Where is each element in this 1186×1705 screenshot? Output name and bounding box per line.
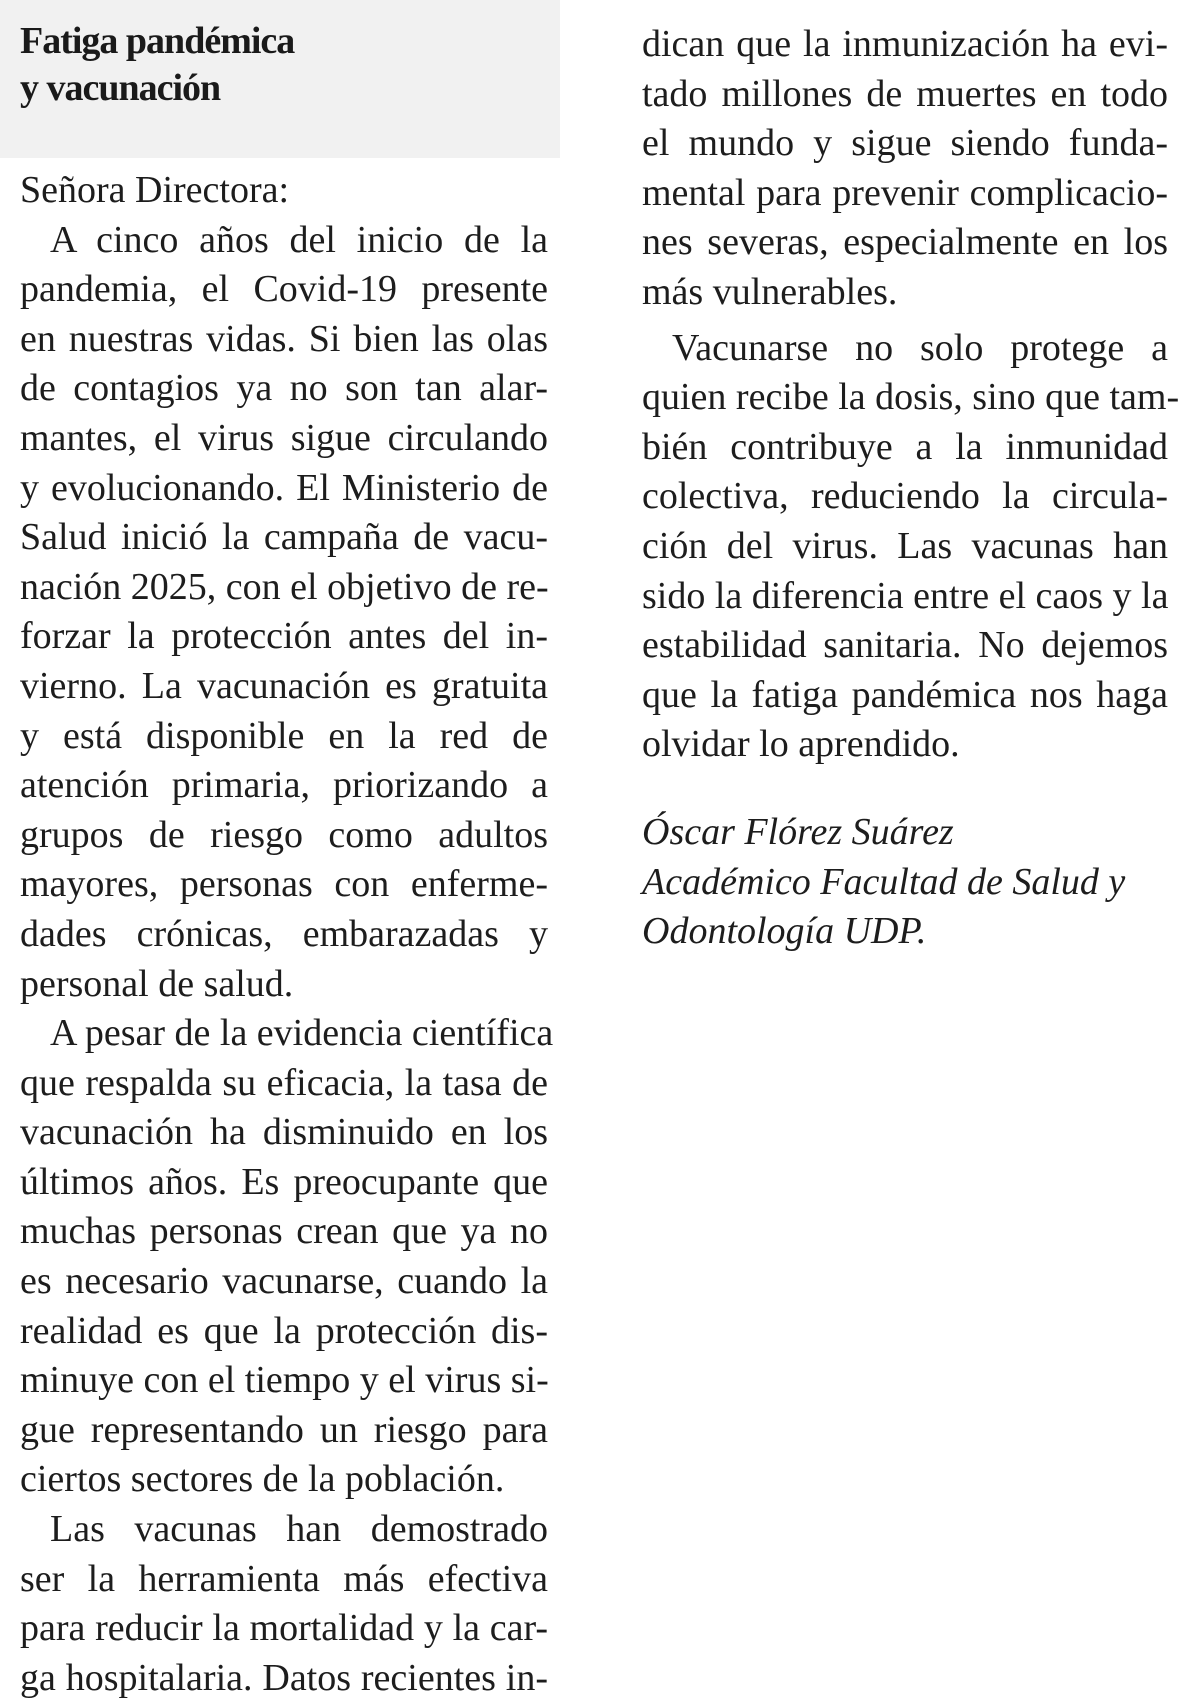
text-line: que la fatiga pandémica nos haga [642, 673, 1168, 716]
text-line: ser la herramienta más efectiva [20, 1557, 548, 1600]
text-line: ga hospitalaria. Datos recientes in- [20, 1656, 548, 1699]
text-line: tado millones de muertes en todo [642, 72, 1168, 115]
text-line: personal de salud. [20, 962, 294, 1005]
signature-block [642, 808, 1168, 957]
left-column [20, 166, 554, 1703]
text-line: mantes, el virus sigue circulando [20, 416, 548, 459]
text-line: A cinco años del inicio de la [50, 218, 548, 261]
text-line: para reducir la mortalidad y la car- [20, 1607, 548, 1650]
paragraph-3-end [642, 20, 1168, 318]
text-line: bién contribuye a la inmunidad [642, 425, 1168, 468]
text-line: ciertos sectores de la población. [20, 1458, 505, 1501]
letter-headline [20, 18, 294, 112]
salutation: Señora Directora: [20, 169, 290, 211]
text-line: de contagios ya no son tan alar- [20, 367, 548, 410]
text-line: Salud inició la campaña de vacu- [20, 516, 548, 559]
text-line: ción del virus. Las vacunas han [642, 524, 1168, 567]
text-line: vierno. La vacunación es gratuita [20, 664, 548, 707]
paragraph-1 [20, 216, 548, 1010]
text-line: Las vacunas han demostrado [50, 1508, 548, 1551]
text-line: minuye con el tiempo y el virus si- [20, 1359, 549, 1402]
text-line: nación 2025, con el objetivo de re- [20, 565, 549, 608]
headline-block [0, 0, 560, 158]
paragraph-2 [20, 1009, 554, 1505]
text-line: mental para prevenir complicacio- [642, 171, 1168, 214]
paragraph-3-start [20, 1505, 548, 1703]
text-line: en nuestras vidas. Si bien las olas [20, 317, 548, 360]
text-line: muchas personas crean que ya no [20, 1210, 548, 1253]
right-column [642, 20, 1180, 770]
text-line: más vulnerables. [642, 270, 898, 313]
text-line: colectiva, reduciendo la circula- [642, 475, 1168, 518]
author-role: Académico Facultad de Salud y [642, 860, 1126, 903]
text-line: gue representando un riesgo para [20, 1408, 548, 1451]
headline-line: Fatiga pandémica [20, 20, 295, 62]
text-line: pandemia, el Covid-19 presente [20, 268, 548, 311]
text-line: realidad es que la protección dis- [20, 1309, 548, 1352]
text-line: Vacunarse no solo protege a [672, 326, 1168, 369]
text-line: dades crónicas, embarazadas y [20, 912, 548, 955]
text-line: y está disponible en la red de [20, 714, 548, 757]
text-line: A pesar de la evidencia científica [50, 1012, 554, 1055]
author-name: Óscar Flórez Suárez [642, 811, 954, 853]
text-line: que respalda su eficacia, la tasa de [20, 1061, 548, 1104]
paragraph-4 [642, 324, 1180, 770]
text-line: y evolucionando. El Ministerio de [20, 466, 548, 509]
author-affiliation: Odontología UDP. [642, 910, 927, 953]
text-line: es necesario vacunarse, cuando la [20, 1260, 548, 1303]
text-line: dican que la inmunización ha evi- [642, 23, 1168, 65]
text-line: quien recibe la dosis, sino que tam- [642, 376, 1180, 419]
text-line: nes severas, especialmente en los [642, 221, 1168, 264]
text-line: olvidar lo aprendido. [642, 723, 960, 766]
text-line: mayores, personas con enferme- [20, 863, 548, 906]
text-line: sido la diferencia entre el caos y la [642, 574, 1169, 617]
text-line: atención primaria, priorizando a [20, 764, 548, 807]
text-line: estabilidad sanitaria. No dejemos [642, 624, 1168, 667]
text-line: últimos años. Es preocupante que [20, 1160, 548, 1203]
text-line: vacunación ha disminuido en los [20, 1111, 548, 1154]
headline-line: y vacunación [20, 67, 221, 109]
text-line: grupos de riesgo como adultos [20, 813, 548, 856]
text-line: forzar la protección antes del in- [20, 615, 548, 658]
text-line: el mundo y sigue siendo funda- [642, 122, 1168, 165]
